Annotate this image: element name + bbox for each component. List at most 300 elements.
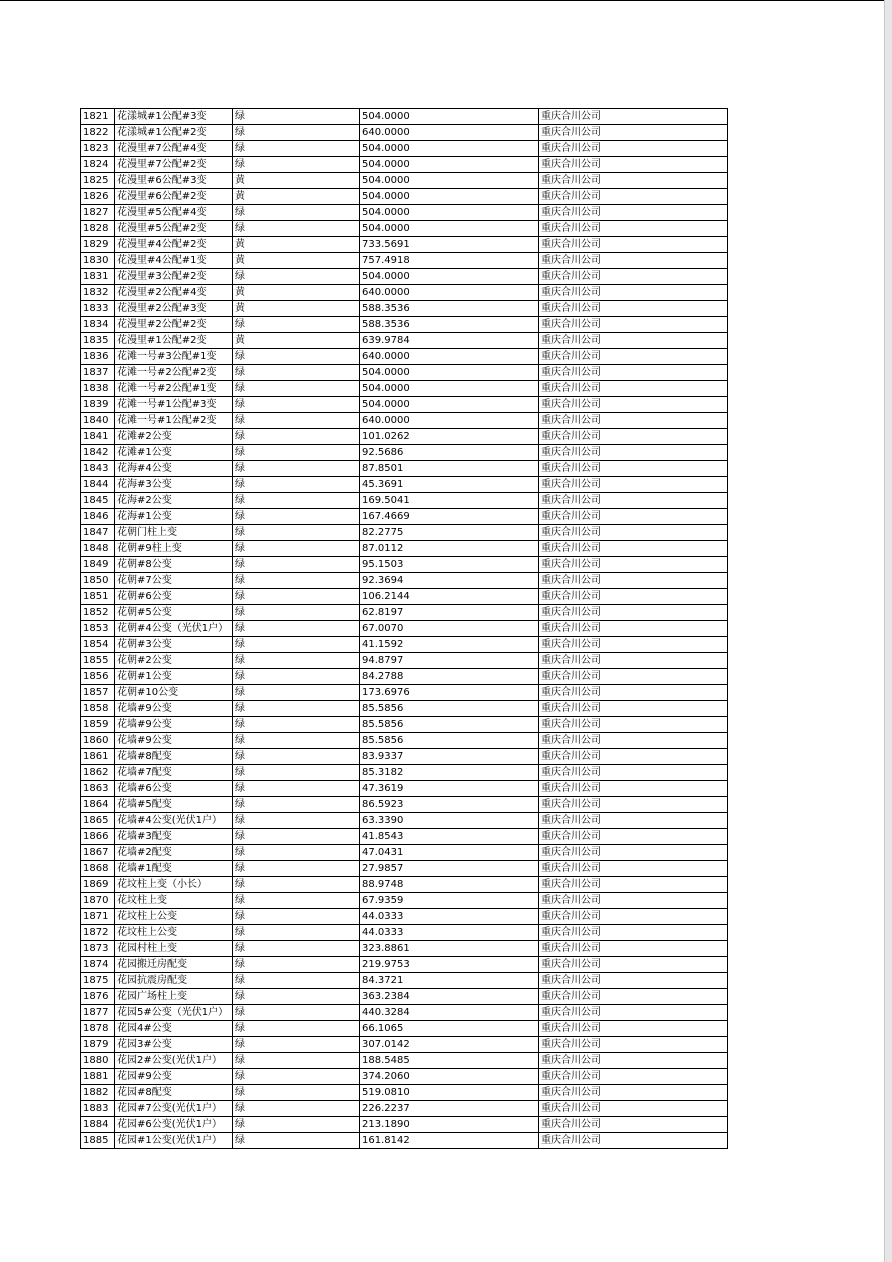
row-number-cell: 1885 — [81, 1133, 115, 1149]
transformer-name-cell: 花漫里#4公配#1变 — [115, 253, 233, 269]
transformer-name-cell: 花漫里#1公配#2变 — [115, 333, 233, 349]
table-row — [81, 301, 728, 317]
company-cell: 重庆合川公司 — [539, 477, 728, 493]
status-color-cell: 绿 — [233, 541, 360, 557]
status-color-cell: 黄 — [233, 333, 360, 349]
status-color-cell: 绿 — [233, 1021, 360, 1037]
company-cell: 重庆合川公司 — [539, 461, 728, 477]
company-cell: 重庆合川公司 — [539, 1053, 728, 1069]
transformer-name-cell: 花朝#10公变 — [115, 685, 233, 701]
status-color-cell: 绿 — [233, 1101, 360, 1117]
transformer-name-cell: 花漫里#6公配#2变 — [115, 189, 233, 205]
value-cell: 640.0000 — [360, 349, 539, 365]
row-number-cell: 1879 — [81, 1037, 115, 1053]
page-top-border — [0, 0, 884, 1]
company-cell: 重庆合川公司 — [539, 1085, 728, 1101]
company-cell: 重庆合川公司 — [539, 237, 728, 253]
value-cell: 44.0333 — [360, 909, 539, 925]
value-cell: 640.0000 — [360, 125, 539, 141]
row-number-cell: 1821 — [81, 109, 115, 125]
row-number-cell: 1842 — [81, 445, 115, 461]
row-number-cell: 1823 — [81, 141, 115, 157]
transformer-name-cell: 花墙#2配变 — [115, 845, 233, 861]
value-cell: 47.3619 — [360, 781, 539, 797]
status-color-cell: 绿 — [233, 445, 360, 461]
row-number-cell: 1848 — [81, 541, 115, 557]
table-row — [81, 365, 728, 381]
row-number-cell: 1877 — [81, 1005, 115, 1021]
status-color-cell: 绿 — [233, 1053, 360, 1069]
row-number-cell: 1884 — [81, 1117, 115, 1133]
status-color-cell: 绿 — [233, 349, 360, 365]
status-color-cell: 绿 — [233, 573, 360, 589]
status-color-cell: 绿 — [233, 365, 360, 381]
table-row — [81, 317, 728, 333]
status-color-cell: 绿 — [233, 669, 360, 685]
transformer-name-cell: 花坟柱上变（小长） — [115, 877, 233, 893]
status-color-cell: 绿 — [233, 1037, 360, 1053]
row-number-cell: 1856 — [81, 669, 115, 685]
status-color-cell: 绿 — [233, 797, 360, 813]
row-number-cell: 1847 — [81, 525, 115, 541]
company-cell: 重庆合川公司 — [539, 781, 728, 797]
value-cell: 504.0000 — [360, 157, 539, 173]
transformer-name-cell: 花墙#9公变 — [115, 701, 233, 717]
value-cell: 63.3390 — [360, 813, 539, 829]
company-cell: 重庆合川公司 — [539, 205, 728, 221]
status-color-cell: 绿 — [233, 1117, 360, 1133]
table-row — [81, 1037, 728, 1053]
row-number-cell: 1838 — [81, 381, 115, 397]
table-row — [81, 1005, 728, 1021]
table-row — [81, 477, 728, 493]
company-cell: 重庆合川公司 — [539, 301, 728, 317]
value-cell: 504.0000 — [360, 205, 539, 221]
transformer-name-cell: 花园#9公变 — [115, 1069, 233, 1085]
row-number-cell: 1869 — [81, 877, 115, 893]
company-cell: 重庆合川公司 — [539, 125, 728, 141]
row-number-cell: 1854 — [81, 637, 115, 653]
status-color-cell: 绿 — [233, 557, 360, 573]
row-number-cell: 1865 — [81, 813, 115, 829]
transformer-name-cell: 花漫里#2公配#4变 — [115, 285, 233, 301]
table-row — [81, 973, 728, 989]
row-number-cell: 1846 — [81, 509, 115, 525]
table-row — [81, 765, 728, 781]
transformer-name-cell: 花坟柱上公变 — [115, 925, 233, 941]
transformer-name-cell: 花滩一号#3公配#1变 — [115, 349, 233, 365]
table-row — [81, 493, 728, 509]
value-cell: 106.2144 — [360, 589, 539, 605]
transformer-name-cell: 花园搬迁房配变 — [115, 957, 233, 973]
transformer-name-cell: 花漫里#2公配#2变 — [115, 317, 233, 333]
table-row — [81, 461, 728, 477]
table-row — [81, 429, 728, 445]
row-number-cell: 1840 — [81, 413, 115, 429]
row-number-cell: 1825 — [81, 173, 115, 189]
table-row — [81, 1085, 728, 1101]
company-cell: 重庆合川公司 — [539, 1117, 728, 1133]
table-row — [81, 797, 728, 813]
table-row — [81, 381, 728, 397]
table-row — [81, 349, 728, 365]
company-cell: 重庆合川公司 — [539, 797, 728, 813]
company-cell: 重庆合川公司 — [539, 269, 728, 285]
transformer-name-cell: 花海#3公变 — [115, 477, 233, 493]
transformer-name-cell: 花海#1公变 — [115, 509, 233, 525]
value-cell: 85.5856 — [360, 733, 539, 749]
row-number-cell: 1853 — [81, 621, 115, 637]
table-row — [81, 1021, 728, 1037]
company-cell: 重庆合川公司 — [539, 253, 728, 269]
company-cell: 重庆合川公司 — [539, 765, 728, 781]
value-cell: 307.0142 — [360, 1037, 539, 1053]
transformer-name-cell: 花朝#3公变 — [115, 637, 233, 653]
company-cell: 重庆合川公司 — [539, 333, 728, 349]
value-cell: 92.3694 — [360, 573, 539, 589]
row-number-cell: 1864 — [81, 797, 115, 813]
status-color-cell: 绿 — [233, 221, 360, 237]
company-cell: 重庆合川公司 — [539, 141, 728, 157]
status-color-cell: 黄 — [233, 285, 360, 301]
row-number-cell: 1862 — [81, 765, 115, 781]
value-cell: 219.9753 — [360, 957, 539, 973]
company-cell: 重庆合川公司 — [539, 1021, 728, 1037]
transformer-name-cell: 花园抗震房配变 — [115, 973, 233, 989]
value-cell: 504.0000 — [360, 397, 539, 413]
value-cell: 101.0262 — [360, 429, 539, 445]
table-row — [81, 877, 728, 893]
status-color-cell: 绿 — [233, 941, 360, 957]
company-cell: 重庆合川公司 — [539, 349, 728, 365]
table-row — [81, 1053, 728, 1069]
status-color-cell: 绿 — [233, 141, 360, 157]
status-color-cell: 绿 — [233, 685, 360, 701]
value-cell: 323.8861 — [360, 941, 539, 957]
transformer-name-cell: 花朝#9柱上变 — [115, 541, 233, 557]
transformer-name-cell: 花墙#1配变 — [115, 861, 233, 877]
page-right-edge — [884, 0, 892, 1262]
value-cell: 66.1065 — [360, 1021, 539, 1037]
value-cell: 504.0000 — [360, 173, 539, 189]
table-row — [81, 205, 728, 221]
value-cell: 504.0000 — [360, 109, 539, 125]
company-cell: 重庆合川公司 — [539, 429, 728, 445]
company-cell: 重庆合川公司 — [539, 893, 728, 909]
status-color-cell: 绿 — [233, 861, 360, 877]
company-cell: 重庆合川公司 — [539, 829, 728, 845]
company-cell: 重庆合川公司 — [539, 925, 728, 941]
value-cell: 92.5686 — [360, 445, 539, 461]
value-cell: 374.2060 — [360, 1069, 539, 1085]
status-color-cell: 绿 — [233, 1133, 360, 1149]
status-color-cell: 绿 — [233, 637, 360, 653]
table-row — [81, 861, 728, 877]
company-cell: 重庆合川公司 — [539, 509, 728, 525]
transformer-name-cell: 花园#6公变(光伏1户） — [115, 1117, 233, 1133]
table-row — [81, 445, 728, 461]
value-cell: 733.5691 — [360, 237, 539, 253]
company-cell: 重庆合川公司 — [539, 157, 728, 173]
table-row — [81, 141, 728, 157]
status-color-cell: 绿 — [233, 989, 360, 1005]
transformer-name-cell: 花漫里#5公配#4变 — [115, 205, 233, 221]
company-cell: 重庆合川公司 — [539, 861, 728, 877]
status-color-cell: 绿 — [233, 1069, 360, 1085]
table-row — [81, 589, 728, 605]
status-color-cell: 绿 — [233, 765, 360, 781]
row-number-cell: 1830 — [81, 253, 115, 269]
table-row — [81, 125, 728, 141]
status-color-cell: 绿 — [233, 829, 360, 845]
transformer-name-cell: 花漫里#2公配#3变 — [115, 301, 233, 317]
transformer-name-cell: 花滩一号#2公配#1变 — [115, 381, 233, 397]
status-color-cell: 绿 — [233, 845, 360, 861]
value-cell: 87.0112 — [360, 541, 539, 557]
company-cell: 重庆合川公司 — [539, 557, 728, 573]
company-cell: 重庆合川公司 — [539, 397, 728, 413]
company-cell: 重庆合川公司 — [539, 1101, 728, 1117]
transformer-name-cell: 花墙#8配变 — [115, 749, 233, 765]
status-color-cell: 绿 — [233, 653, 360, 669]
table-row — [81, 669, 728, 685]
table-row — [81, 845, 728, 861]
transformer-name-cell: 花滩一号#2公配#2变 — [115, 365, 233, 381]
table-row — [81, 941, 728, 957]
row-number-cell: 1863 — [81, 781, 115, 797]
company-cell: 重庆合川公司 — [539, 989, 728, 1005]
row-number-cell: 1841 — [81, 429, 115, 445]
status-color-cell: 绿 — [233, 509, 360, 525]
row-number-cell: 1867 — [81, 845, 115, 861]
table-row — [81, 749, 728, 765]
company-cell: 重庆合川公司 — [539, 717, 728, 733]
value-cell: 85.3182 — [360, 765, 539, 781]
transformer-name-cell: 花漫里#5公配#2变 — [115, 221, 233, 237]
table-row — [81, 717, 728, 733]
row-number-cell: 1868 — [81, 861, 115, 877]
row-number-cell: 1872 — [81, 925, 115, 941]
row-number-cell: 1852 — [81, 605, 115, 621]
status-color-cell: 绿 — [233, 125, 360, 141]
status-color-cell: 黄 — [233, 173, 360, 189]
row-number-cell: 1826 — [81, 189, 115, 205]
status-color-cell: 绿 — [233, 477, 360, 493]
data-table — [80, 108, 728, 1149]
status-color-cell: 绿 — [233, 813, 360, 829]
value-cell: 640.0000 — [360, 413, 539, 429]
status-color-cell: 绿 — [233, 749, 360, 765]
value-cell: 85.5856 — [360, 701, 539, 717]
status-color-cell: 绿 — [233, 733, 360, 749]
row-number-cell: 1837 — [81, 365, 115, 381]
row-number-cell: 1828 — [81, 221, 115, 237]
company-cell: 重庆合川公司 — [539, 381, 728, 397]
transformer-name-cell: 花漫里#3公配#2变 — [115, 269, 233, 285]
status-color-cell: 绿 — [233, 621, 360, 637]
transformer-name-cell: 花漫里#6公配#3变 — [115, 173, 233, 189]
company-cell: 重庆合川公司 — [539, 1037, 728, 1053]
transformer-name-cell: 花园3#公变 — [115, 1037, 233, 1053]
table-row — [81, 909, 728, 925]
status-color-cell: 绿 — [233, 909, 360, 925]
value-cell: 167.4669 — [360, 509, 539, 525]
row-number-cell: 1860 — [81, 733, 115, 749]
value-cell: 188.5485 — [360, 1053, 539, 1069]
row-number-cell: 1858 — [81, 701, 115, 717]
row-number-cell: 1883 — [81, 1101, 115, 1117]
value-cell: 504.0000 — [360, 381, 539, 397]
status-color-cell: 黄 — [233, 237, 360, 253]
status-color-cell: 绿 — [233, 589, 360, 605]
status-color-cell: 黄 — [233, 253, 360, 269]
table-row — [81, 157, 728, 173]
status-color-cell: 绿 — [233, 605, 360, 621]
table-row — [81, 221, 728, 237]
table-row — [81, 1133, 728, 1149]
value-cell: 85.5856 — [360, 717, 539, 733]
row-number-cell: 1870 — [81, 893, 115, 909]
status-color-cell: 绿 — [233, 877, 360, 893]
transformer-name-cell: 花墙#4公变(光伏1户） — [115, 813, 233, 829]
transformer-name-cell: 花朝#2公变 — [115, 653, 233, 669]
transformer-name-cell: 花墙#3配变 — [115, 829, 233, 845]
row-number-cell: 1874 — [81, 957, 115, 973]
status-color-cell: 绿 — [233, 205, 360, 221]
status-color-cell: 绿 — [233, 109, 360, 125]
row-number-cell: 1850 — [81, 573, 115, 589]
status-color-cell: 黄 — [233, 189, 360, 205]
status-color-cell: 绿 — [233, 957, 360, 973]
company-cell: 重庆合川公司 — [539, 669, 728, 685]
table-row — [81, 413, 728, 429]
company-cell: 重庆合川公司 — [539, 813, 728, 829]
transformer-name-cell: 花墙#5配变 — [115, 797, 233, 813]
row-number-cell: 1834 — [81, 317, 115, 333]
value-cell: 44.0333 — [360, 925, 539, 941]
status-color-cell: 绿 — [233, 781, 360, 797]
row-number-cell: 1875 — [81, 973, 115, 989]
row-number-cell: 1882 — [81, 1085, 115, 1101]
table-row — [81, 1101, 728, 1117]
value-cell: 588.3536 — [360, 317, 539, 333]
table-row — [81, 957, 728, 973]
status-color-cell: 绿 — [233, 381, 360, 397]
table-row — [81, 397, 728, 413]
value-cell: 84.3721 — [360, 973, 539, 989]
table-row — [81, 733, 728, 749]
value-cell: 504.0000 — [360, 141, 539, 157]
row-number-cell: 1836 — [81, 349, 115, 365]
table-row — [81, 1069, 728, 1085]
transformer-name-cell: 花园5#公变（光伏1户） — [115, 1005, 233, 1021]
row-number-cell: 1881 — [81, 1069, 115, 1085]
value-cell: 47.0431 — [360, 845, 539, 861]
value-cell: 84.2788 — [360, 669, 539, 685]
transformer-name-cell: 花海#4公变 — [115, 461, 233, 477]
value-cell: 45.3691 — [360, 477, 539, 493]
row-number-cell: 1824 — [81, 157, 115, 173]
status-color-cell: 绿 — [233, 397, 360, 413]
value-cell: 87.8501 — [360, 461, 539, 477]
company-cell: 重庆合川公司 — [539, 493, 728, 509]
status-color-cell: 绿 — [233, 413, 360, 429]
table-row — [81, 893, 728, 909]
transformer-name-cell: 花滩#1公变 — [115, 445, 233, 461]
value-cell: 173.6976 — [360, 685, 539, 701]
row-number-cell: 1831 — [81, 269, 115, 285]
row-number-cell: 1829 — [81, 237, 115, 253]
company-cell: 重庆合川公司 — [539, 845, 728, 861]
table-row — [81, 605, 728, 621]
table-row — [81, 333, 728, 349]
company-cell: 重庆合川公司 — [539, 525, 728, 541]
company-cell: 重庆合川公司 — [539, 573, 728, 589]
company-cell: 重庆合川公司 — [539, 109, 728, 125]
value-cell: 363.2384 — [360, 989, 539, 1005]
row-number-cell: 1845 — [81, 493, 115, 509]
status-color-cell: 绿 — [233, 269, 360, 285]
table-row — [81, 173, 728, 189]
transformer-name-cell: 花朝#1公变 — [115, 669, 233, 685]
table-row — [81, 637, 728, 653]
company-cell: 重庆合川公司 — [539, 189, 728, 205]
company-cell: 重庆合川公司 — [539, 957, 728, 973]
transformer-name-cell: 花朝#6公变 — [115, 589, 233, 605]
table-row — [81, 541, 728, 557]
value-cell: 519.0810 — [360, 1085, 539, 1101]
value-cell: 639.9784 — [360, 333, 539, 349]
transformer-name-cell: 花漾城#1公配#3变 — [115, 109, 233, 125]
transformer-name-cell: 花墙#9公变 — [115, 733, 233, 749]
row-number-cell: 1833 — [81, 301, 115, 317]
transformer-name-cell: 花园村柱上变 — [115, 941, 233, 957]
row-number-cell: 1844 — [81, 477, 115, 493]
company-cell: 重庆合川公司 — [539, 973, 728, 989]
value-cell: 94.8797 — [360, 653, 539, 669]
status-color-cell: 绿 — [233, 1005, 360, 1021]
row-number-cell: 1827 — [81, 205, 115, 221]
table-row — [81, 701, 728, 717]
value-cell: 504.0000 — [360, 189, 539, 205]
transformer-name-cell: 花漫里#7公配#2变 — [115, 157, 233, 173]
row-number-cell: 1857 — [81, 685, 115, 701]
table-row — [81, 189, 728, 205]
transformer-name-cell: 花园#7公变(光伏1户） — [115, 1101, 233, 1117]
transformer-name-cell: 花朝#8公变 — [115, 557, 233, 573]
transformer-name-cell: 花漾城#1公配#2变 — [115, 125, 233, 141]
value-cell: 226.2237 — [360, 1101, 539, 1117]
table-row — [81, 253, 728, 269]
value-cell: 640.0000 — [360, 285, 539, 301]
company-cell: 重庆合川公司 — [539, 941, 728, 957]
value-cell: 504.0000 — [360, 221, 539, 237]
company-cell: 重庆合川公司 — [539, 589, 728, 605]
value-cell: 41.1592 — [360, 637, 539, 653]
value-cell: 82.2775 — [360, 525, 539, 541]
company-cell: 重庆合川公司 — [539, 621, 728, 637]
table-row — [81, 285, 728, 301]
transformer-name-cell: 花朝#7公变 — [115, 573, 233, 589]
row-number-cell: 1822 — [81, 125, 115, 141]
value-cell: 440.3284 — [360, 1005, 539, 1021]
value-cell: 67.0070 — [360, 621, 539, 637]
row-number-cell: 1859 — [81, 717, 115, 733]
transformer-name-cell: 花朝#5公变 — [115, 605, 233, 621]
value-cell: 757.4918 — [360, 253, 539, 269]
company-cell: 重庆合川公司 — [539, 365, 728, 381]
value-cell: 62.8197 — [360, 605, 539, 621]
